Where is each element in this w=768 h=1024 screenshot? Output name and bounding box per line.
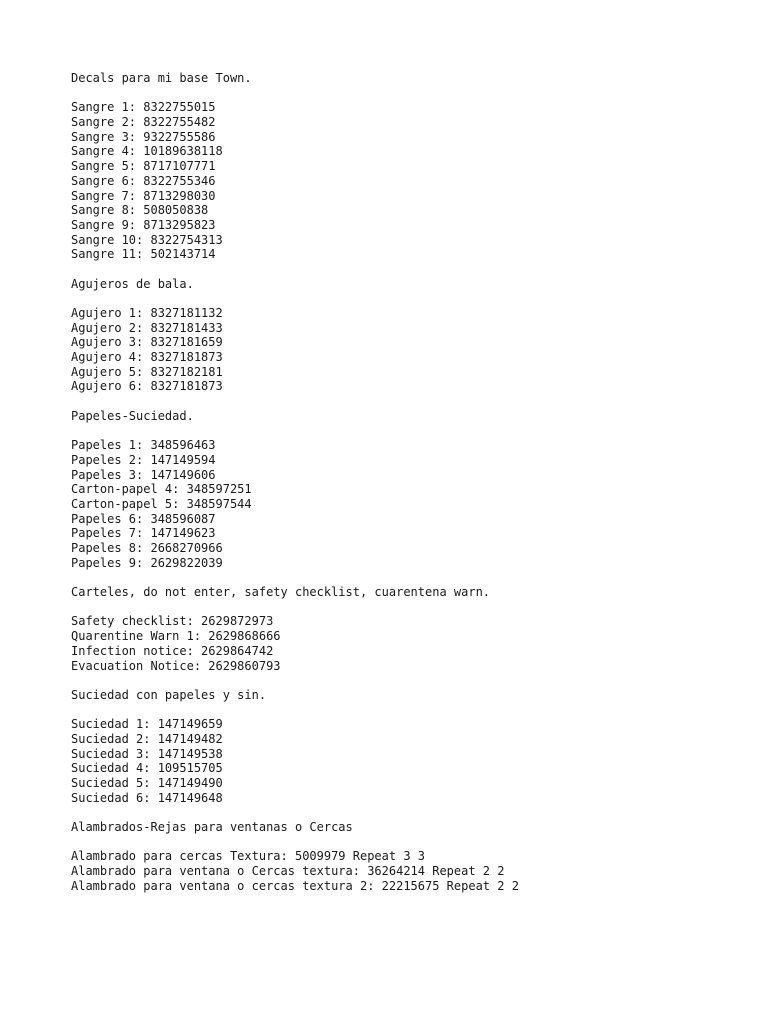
list-item: Papeles 7: 147149623 bbox=[71, 526, 216, 541]
list-item: Suciedad 4: 109515705 bbox=[71, 761, 223, 776]
section-carteles bbox=[71, 585, 751, 673]
list-item: Agujero 2: 8327181433 bbox=[71, 320, 223, 335]
list-item: Evacuation Notice: 2629860793 bbox=[71, 658, 281, 673]
blank-line bbox=[71, 600, 751, 615]
list-item: Sangre 1: 8322755015 bbox=[71, 100, 216, 115]
list-item: Sangre 7: 8713298030 bbox=[71, 188, 216, 203]
section-papeles bbox=[71, 409, 751, 571]
list-item: Sangre 4: 10189638118 bbox=[71, 144, 223, 159]
blank-line bbox=[71, 262, 751, 277]
blank-line bbox=[71, 805, 751, 820]
list-item: Sangre 9: 8713295823 bbox=[71, 217, 216, 232]
blank-line bbox=[71, 291, 751, 306]
blank-line bbox=[71, 86, 751, 101]
list-item: Papeles 6: 348596087 bbox=[71, 511, 216, 526]
blank-line bbox=[71, 673, 751, 688]
section-heading: Papeles-Suciedad. bbox=[71, 408, 194, 423]
list-item: Sangre 3: 9322755586 bbox=[71, 129, 216, 144]
list-item: Suciedad 6: 147149648 bbox=[71, 790, 223, 805]
list-item: Suciedad 2: 147149482 bbox=[71, 731, 223, 746]
list-item: Suciedad 5: 147149490 bbox=[71, 776, 223, 790]
list-item: Alambrado para ventana o cercas textura 2: 22215675 Repeat 2 2 bbox=[71, 878, 519, 893]
list-item: Safety checklist: 2629872973 bbox=[71, 614, 274, 629]
list-item: Agujero 3: 8327181659 bbox=[71, 335, 223, 350]
list-item: Papeles 2: 147149594 bbox=[71, 452, 216, 467]
section-alambrados bbox=[71, 820, 751, 893]
list-item: Agujero 1: 8327181132 bbox=[71, 306, 223, 320]
list-item: Sangre 6: 8322755346 bbox=[71, 173, 216, 188]
document-body bbox=[71, 71, 751, 894]
list-item: Sangre 10: 8322754313 bbox=[71, 232, 223, 247]
list-item: Papeles 8: 2668270966 bbox=[71, 541, 223, 555]
section-heading: Carteles, do not enter, safety checklist, cuarentena warn. bbox=[71, 585, 491, 600]
list-item: Agujero 5: 8327182181 bbox=[71, 364, 223, 379]
list-item: Infection notice: 2629864742 bbox=[71, 643, 274, 658]
list-item: Papeles 1: 348596463 bbox=[71, 438, 216, 453]
section-suciedad bbox=[71, 688, 751, 806]
section-heading: Alambrados-Rejas para ventanas o Cercas bbox=[71, 820, 353, 835]
list-item: Suciedad 3: 147149538 bbox=[71, 746, 223, 761]
list-item: Quarentine Warn 1: 2629868666 bbox=[71, 629, 281, 644]
list-item: Sangre 5: 8717107771 bbox=[71, 159, 216, 174]
blank-line bbox=[71, 394, 751, 409]
list-item: Papeles 9: 2629822039 bbox=[71, 555, 223, 570]
list-item: Agujero 4: 8327181873 bbox=[71, 350, 223, 365]
section-agujeros bbox=[71, 277, 751, 395]
list-item: Suciedad 1: 147149659 bbox=[71, 717, 223, 732]
list-item: Alambrado para ventana o Cercas textura: 36264214 Repeat 2 2 bbox=[71, 864, 505, 879]
list-item: Carton-papel 5: 348597544 bbox=[71, 496, 252, 511]
list-item: Alambrado para cercas Textura: 5009979 Repeat 3 3 bbox=[71, 849, 426, 864]
blank-line bbox=[71, 570, 751, 585]
blank-line bbox=[71, 703, 751, 718]
list-item: Sangre 2: 8322755482 bbox=[71, 115, 216, 130]
section-sangre bbox=[71, 100, 751, 262]
list-item: Agujero 6: 8327181873 bbox=[71, 379, 223, 394]
list-item: Carton-papel 4: 348597251 bbox=[71, 482, 252, 497]
section-heading: Agujeros de bala. bbox=[71, 276, 194, 291]
section-heading: Suciedad con papeles y sin. bbox=[71, 687, 267, 702]
blank-line bbox=[71, 835, 751, 850]
list-item: Sangre 11: 502143714 bbox=[71, 247, 216, 262]
list-item: Papeles 3: 147149606 bbox=[71, 467, 216, 482]
blank-line bbox=[71, 424, 751, 439]
list-item: Sangre 8: 508050838 bbox=[71, 203, 209, 218]
document-title: Decals para mi base Town. bbox=[71, 71, 252, 85]
